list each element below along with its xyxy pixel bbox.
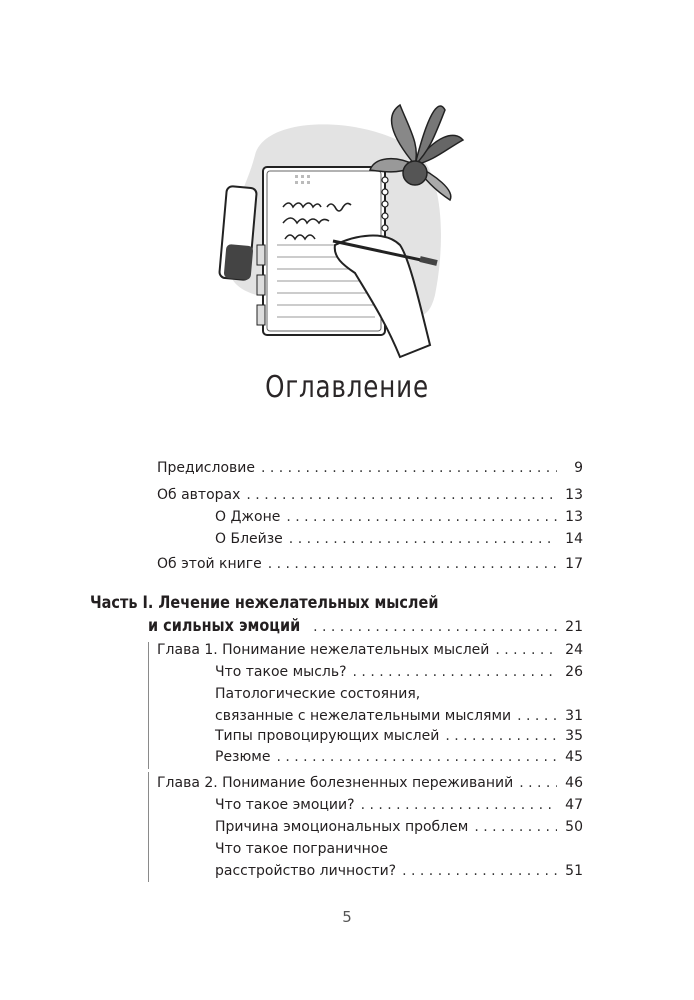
toc-part-1-line1[interactable] xyxy=(90,592,583,614)
toc-entry-authors[interactable] xyxy=(157,484,583,506)
toc-entry-bpd[interactable] xyxy=(215,860,583,882)
toc-entry-page: 35 xyxy=(565,728,583,744)
toc-entry-page: 31 xyxy=(565,708,583,724)
toc-entry-label: Глава 2. Понимание болезненных переживаний xyxy=(157,775,514,791)
toc-entry-page: 13 xyxy=(565,509,583,525)
toc-entry-pathologies-line1[interactable] xyxy=(215,683,583,705)
toc-entry-label: Патологические состояния, xyxy=(215,686,421,702)
toc-entry-trigger-types[interactable] xyxy=(215,725,583,747)
toc-entry-label: Причина эмоциональных проблем xyxy=(215,819,469,835)
toc-entry-blaise[interactable] xyxy=(215,528,583,550)
toc-entry-about-book[interactable] xyxy=(157,553,583,575)
toc-chapter-1[interactable] xyxy=(157,639,583,661)
toc-entry-what-is-thought[interactable] xyxy=(215,661,583,683)
toc-entry-pathologies[interactable] xyxy=(215,705,583,727)
toc-entry-label: Об этой книге xyxy=(157,556,262,572)
toc-entry-label: О Блейзе xyxy=(215,531,283,547)
toc-entry-page: 47 xyxy=(565,797,583,813)
toc-entry-page: 46 xyxy=(565,775,583,791)
toc-entry-label: связанные с нежелательными мыслями xyxy=(215,708,512,724)
toc-entry-page: 24 xyxy=(565,642,583,658)
toc-part-1-line2[interactable] xyxy=(148,615,583,637)
toc-entry-label: Об авторах xyxy=(157,487,241,503)
toc-chapter-2[interactable] xyxy=(157,772,583,794)
toc-entry-what-are-emotions[interactable] xyxy=(215,794,583,816)
toc-entry-john[interactable] xyxy=(215,506,583,528)
toc-entry-label: Что такое пограничное xyxy=(215,841,388,857)
toc-entry-page: 26 xyxy=(565,664,583,680)
toc-entry-label: Предисловие xyxy=(157,460,255,476)
toc-entry-label: Глава 1. Понимание нежелательных мыслей xyxy=(157,642,490,658)
toc-entry-page: 9 xyxy=(574,460,583,476)
toc-entry-page: 21 xyxy=(565,619,583,635)
toc-entry-preface[interactable] xyxy=(157,457,583,479)
toc-entry-label: О Джоне xyxy=(215,509,281,525)
part-title-cont: и сильных эмоций xyxy=(148,616,301,636)
toc-title: Оглавление xyxy=(265,370,429,405)
toc-entry-label: Типы провоцирующих мыслей xyxy=(215,728,440,744)
toc-entry-page: 14 xyxy=(565,531,583,547)
toc-entry-label: Резюме xyxy=(215,749,271,765)
toc-entry-page: 51 xyxy=(565,863,583,879)
toc-entry-label: расстройство личности? xyxy=(215,863,397,879)
part-1-divider xyxy=(148,642,149,769)
toc-entry-bpd-line1[interactable] xyxy=(215,838,583,860)
part-title: Часть I. Лечение нежелательных мыслей xyxy=(90,593,439,613)
marker-icon xyxy=(219,186,257,280)
toc-entry-page: 13 xyxy=(565,487,583,503)
toc-entry-page: 17 xyxy=(565,556,583,572)
toc-entry-summary[interactable] xyxy=(215,746,583,768)
toc-entry-label: Что такое эмоции? xyxy=(215,797,355,813)
part-1-divider xyxy=(148,772,149,882)
toc-entry-page: 50 xyxy=(565,819,583,835)
page-number: 5 xyxy=(342,908,352,926)
toc-entry-emotional-problems[interactable] xyxy=(215,816,583,838)
notebook-illustration xyxy=(215,95,465,365)
toc-entry-page: 45 xyxy=(565,749,583,765)
toc-entry-label: Что такое мысль? xyxy=(215,664,347,680)
